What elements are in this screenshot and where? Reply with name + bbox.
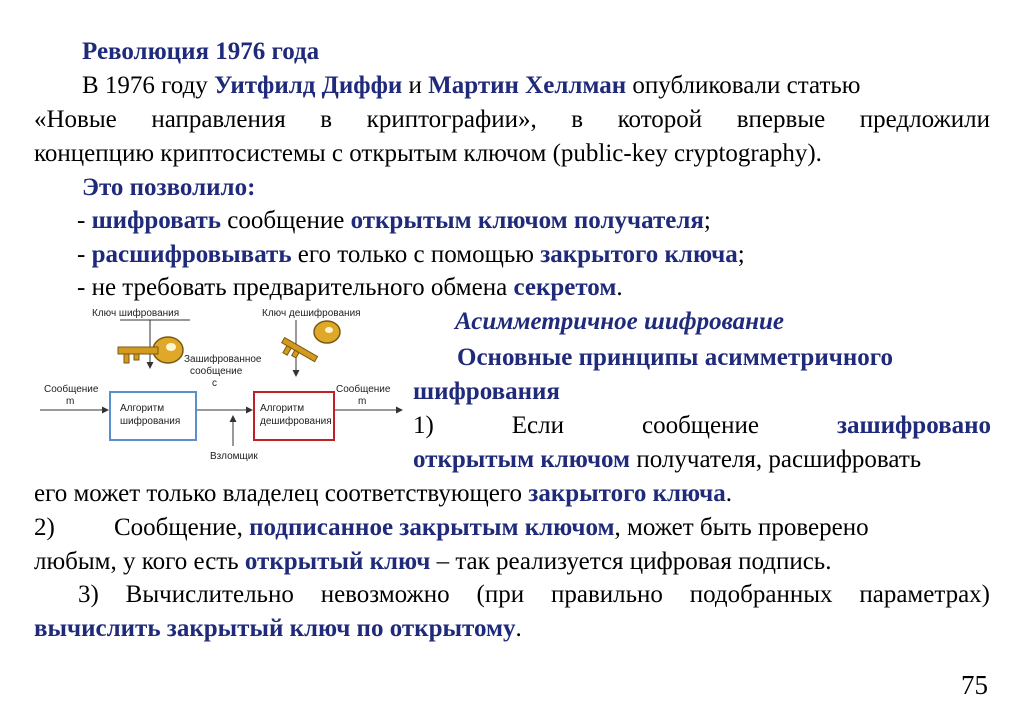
item-text: его только с помощью [291, 241, 541, 268]
asym-title: Асимметричное шифрование [455, 308, 785, 335]
principle-2-line-1 [34, 513, 869, 543]
principle-3-line-1: 3) Вычислительно невозможно (при правильно подобранных параметрах) [78, 581, 990, 608]
item-number: 1) [413, 412, 434, 439]
allowed-item-2 [77, 240, 745, 270]
item-highlight: открытый ключ [244, 548, 431, 575]
label-message-out: m [358, 396, 367, 407]
item-text: . [616, 274, 623, 301]
intro-line-2: «Новые направления в криптографии», в которой впервые предложили [34, 106, 990, 133]
intro-text: и [402, 72, 429, 99]
principle-1-line-2 [413, 445, 921, 475]
principle-1-line-1 [413, 411, 991, 441]
item-text: сообщение [641, 412, 759, 439]
label-message-in: m [66, 396, 75, 407]
intro-line-1 [82, 71, 860, 101]
label-attacker: Взломщик [210, 451, 258, 462]
intro-text: опубликовали статью [626, 72, 861, 99]
encryption-diagram [40, 306, 420, 476]
label-decryption-key: Ключ дешифрования [262, 308, 361, 319]
item-highlight: зашифровано [836, 412, 991, 439]
allowed-item-3 [77, 273, 623, 303]
item-text: ; [703, 207, 711, 234]
allowed-item-1 [77, 206, 711, 236]
item-text: - не требовать предварительного обмена [77, 274, 514, 301]
label-dec-algorithm: Алгоритм [260, 403, 305, 414]
item-highlight: секретом [513, 274, 617, 301]
author-diffie: Уитфилд Диффи [214, 72, 403, 99]
item-highlight: открытым ключом получателя [350, 207, 704, 234]
label-message-out: Сообщение [336, 384, 391, 395]
item-text: Если [511, 412, 565, 439]
principles-line-1: Основные принципы асимметричного [457, 344, 893, 371]
label-dec-algorithm: дешифрования [260, 416, 332, 427]
item-highlight: закрытого ключа [540, 241, 738, 268]
item-highlight: расшифровывать [91, 241, 292, 268]
label-encrypted: c [212, 378, 217, 389]
item-text: . [515, 615, 522, 642]
label-enc-algorithm: шифрования [120, 416, 181, 427]
author-hellman: Мартин Хеллман [428, 72, 627, 99]
item-text: , может быть проверено [614, 514, 869, 541]
item-highlight: подписанное закрытым ключом [249, 514, 615, 541]
principle-3-line-2 [34, 614, 522, 644]
item-highlight: открытым ключом [413, 446, 631, 473]
item-text: сообщение [221, 207, 351, 234]
label-enc-algorithm: Алгоритм [120, 403, 165, 414]
item-text: . [725, 480, 733, 507]
item-number: 2) [34, 514, 55, 541]
item-text: ; [737, 241, 745, 268]
item-text: его может только владелец соответствующего [34, 480, 529, 507]
slide-heading: Революция 1976 года [82, 38, 320, 65]
decryption-key-icon [278, 321, 340, 369]
label-encrypted: Зашифрованное [184, 354, 262, 365]
principle-1-line-3 [34, 479, 732, 509]
allowed-title: Это позволило: [82, 174, 256, 201]
item-text: любым, у кого есть [34, 548, 245, 575]
principle-2-line-2 [34, 547, 831, 577]
item-text: - [77, 241, 92, 268]
item-text: Сообщение, [114, 514, 250, 541]
item-text: - [77, 207, 92, 234]
principles-line-2: шифрования [413, 378, 560, 405]
item-highlight: вычислить закрытый ключ по открытому [34, 615, 516, 642]
page-number: 75 [961, 670, 988, 700]
item-text: – так реализуется цифровая подпись. [430, 548, 832, 575]
item-highlight: закрытого ключа [528, 480, 726, 507]
label-encrypted: сообщение [190, 366, 243, 377]
item-highlight: шифровать [91, 207, 222, 234]
label-message-in: Сообщение [44, 384, 99, 395]
label-encryption-key: Ключ шифрования [92, 308, 180, 319]
intro-line-3: концепцию криптосистемы с открытым ключом (public-key cryptography). [34, 140, 822, 167]
intro-text: В 1976 году [82, 72, 215, 99]
item-text: получателя, расшифровать [630, 446, 922, 473]
